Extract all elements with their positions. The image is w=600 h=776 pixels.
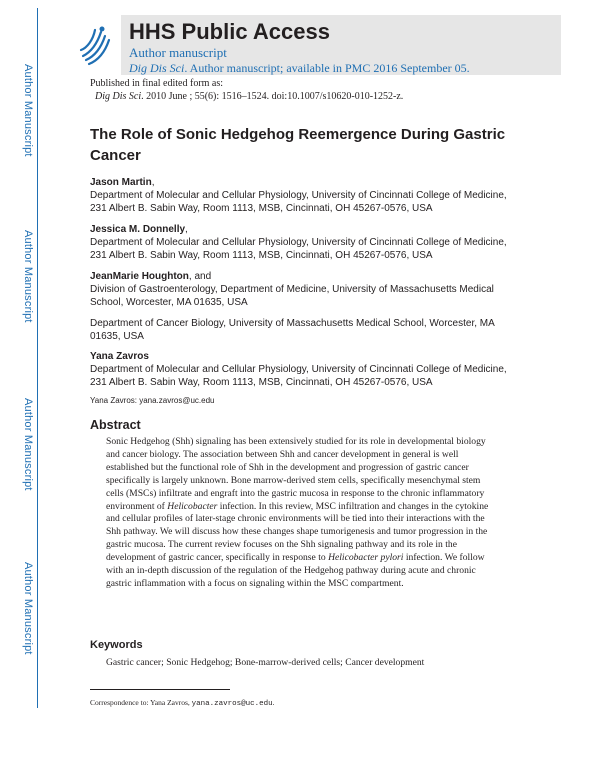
side-label-author-manuscript: Author Manuscript — [22, 230, 34, 323]
side-label-author-manuscript: Author Manuscript — [22, 398, 34, 491]
author-affiliation: Department of Molecular and Cellular Physiology, University of Cincinnati College of Medicine, — [90, 364, 507, 375]
author-email: Yana Zavros: yana.zavros@uc.edu — [90, 396, 215, 405]
author-affiliation: 231 Albert B. Sabin Way, Room 1113, MSB, Cincinnati, OH 45267-0576, USA — [90, 250, 433, 261]
author-name: Yana Zavros — [90, 351, 149, 362]
journal-name: Dig Dis Sci — [129, 61, 185, 75]
abstract-segment: infection. In this review, MSC infiltration and changes in the cytokine and cellular profiles of later-stage chronic environments will be tied into their interactions with the Shh pathway. We will discuss how these changes shape tumorigenesis and tumor progression in the gastric mucosa. The current review focuses on the Shh signaling pathway and its role in the development of gastric cancer, specifically in response to — [106, 500, 489, 564]
author-block — [90, 223, 510, 262]
abstract-segment: Sonic Hedgehog (Shh) signaling has been extensively studied for its role in developmental biology and cancer biology. The association between Shh and cancer development in general is well established but the functional role of Shh in the development and progression of gastric cancer specifically is largely unknown. Bone marrow-derived stem cells, specifically mesenchymal stem cells (MSCs) infiltrate and engraft into the gastric mucosa in response to the chronic inflammatory environment of — [106, 436, 486, 512]
author-manuscript-label: Author manuscript — [129, 45, 227, 60]
correspondence-footnote — [90, 698, 275, 708]
author-affiliation: School, Worcester, MA 01635, USA — [90, 297, 248, 308]
author-block — [90, 270, 510, 343]
author-affiliation: Division of Gastroenterology, Department of Medicine, University of Massachusetts Medical — [90, 284, 494, 295]
abstract-text — [106, 436, 498, 591]
side-label-author-manuscript: Author Manuscript — [22, 562, 34, 655]
availability-text: . Author manuscript; available in PMC 2016 September 05. — [184, 61, 470, 75]
article-title-line: The Role of Sonic Hedgehog Reemergence During Gastric — [90, 126, 506, 143]
author-affiliation: 231 Albert B. Sabin Way, Room 1113, MSB, Cincinnati, OH 45267-0576, USA — [90, 203, 433, 214]
article-title-line: Cancer — [90, 147, 141, 164]
hhs-title: HHS Public Access — [129, 19, 330, 44]
article-title — [90, 124, 510, 166]
author-suffix: , and — [188, 271, 212, 282]
side-label-author-manuscript: Author Manuscript — [22, 64, 34, 157]
author-suffix: , — [151, 177, 155, 188]
footnote-email: yana.zavros@uc.edu — [191, 700, 273, 708]
abstract-italic: Helicobacter pylori — [328, 552, 404, 564]
author-suffix: , — [185, 224, 188, 235]
footnote-end: . — [272, 698, 275, 707]
author-affiliation: 231 Albert B. Sabin Way, Room 1113, MSB, Cincinnati, OH 45267-0576, USA — [90, 377, 433, 388]
author-name: JeanMarie Houghton — [90, 271, 189, 282]
author-block — [90, 350, 510, 389]
publication-info — [90, 77, 403, 103]
keywords-heading: Keywords — [90, 639, 143, 651]
citation-line — [90, 90, 403, 103]
footnote-rule — [90, 689, 230, 690]
published-label: Published in final edited form as: — [90, 78, 224, 89]
author-affiliation: Department of Cancer Biology, University of Massachusetts Medical School, Worcester, MA — [90, 318, 495, 329]
abstract-segment: infection. We follow with an in-depth discussion of the regulation of the Hedgehog pathway during acute and chronic gastric inflammation with a focus on signaling within the MSC compartment. — [106, 552, 485, 589]
availability-line — [129, 61, 470, 76]
author-name: Jessica M. Donnelly — [90, 224, 186, 235]
author-block — [90, 176, 510, 215]
author-affiliation: Department of Molecular and Cellular Physiology, University of Cincinnati College of Medicine, — [90, 190, 507, 201]
abstract-heading: Abstract — [90, 418, 141, 432]
citation-details: . 2010 June ; 55(6): 1516–1524. doi:10.1007/s10620-010-1252-z. — [141, 91, 404, 102]
hhs-header — [73, 15, 561, 75]
keywords-text: Gastric cancer; Sonic Hedgehog; Bone-marrow-derived cells; Cancer development — [106, 657, 425, 668]
author-affiliation: 01635, USA — [90, 331, 144, 342]
hhs-eagle-logo-icon — [73, 15, 121, 75]
citation-journal: Dig Dis Sci — [95, 91, 142, 102]
author-name: Jason Martin — [90, 177, 152, 188]
author-affiliation: Department of Molecular and Cellular Physiology, University of Cincinnati College of Medicine, — [90, 237, 507, 248]
footnote-label: Correspondence to: Yana Zavros, — [90, 698, 192, 707]
abstract-italic: Helicobacter — [167, 500, 218, 512]
side-rule — [37, 8, 38, 708]
